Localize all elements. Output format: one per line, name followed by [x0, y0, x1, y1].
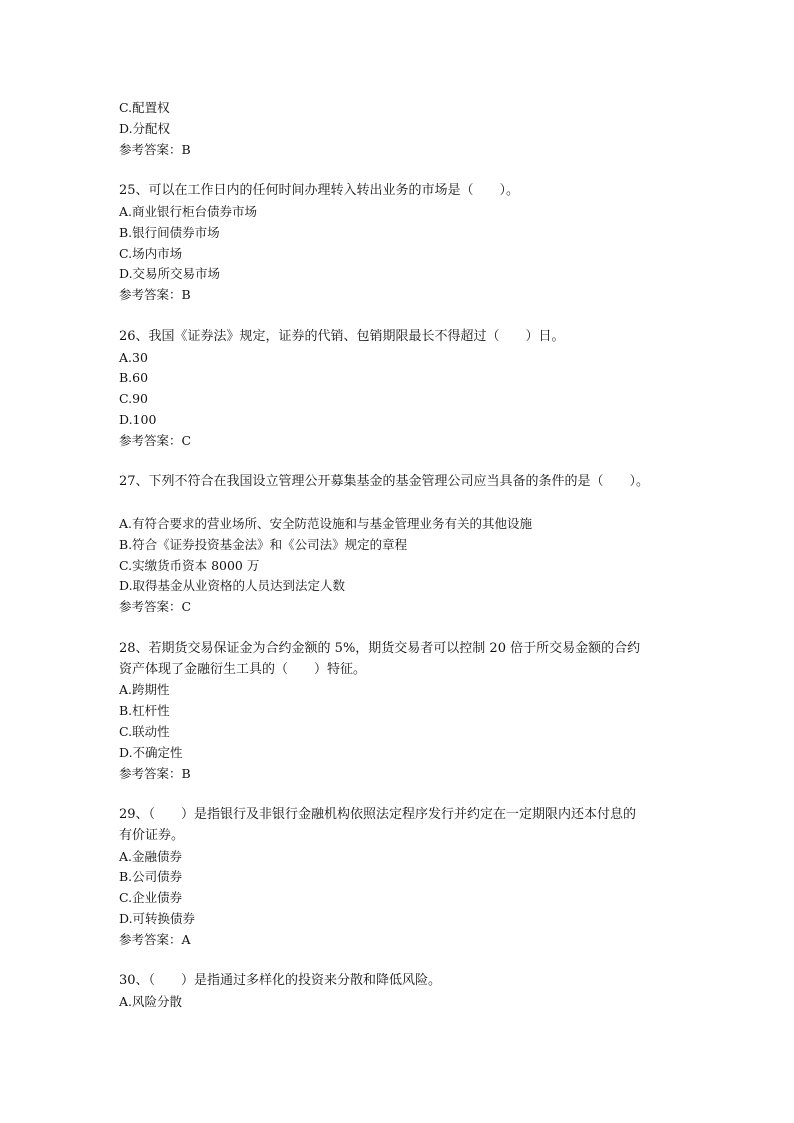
option-a: A.30 — [119, 349, 148, 365]
option-c: C.场内市场 — [119, 245, 183, 261]
question-text-line-2: 资产体现了金融衍生工具的（ ）特征。 — [119, 661, 367, 677]
question-28 — [119, 639, 699, 785]
option-b: B.公司债券 — [119, 869, 183, 885]
option-a: A.有符合要求的营业场所、安全防范设施和与基金管理业务有关的其他设施 — [119, 515, 533, 531]
option-b: B.符合《证券投资基金法》和《公司法》规定的章程 — [119, 536, 408, 552]
option-b: B.杠杆性 — [119, 703, 170, 719]
question-29 — [119, 805, 699, 951]
question-text: 27、下列不符合在我国设立管理公开募集基金的基金管理公司应当具备的条件的是（ ）。 — [119, 474, 650, 490]
question-text-line-2: 有价证券。 — [119, 827, 185, 843]
option-d: D.交易所交易市场 — [119, 266, 221, 282]
option-c: C.实缴货币资本 8000 万 — [119, 557, 260, 573]
option-d: D.分配权 — [119, 120, 171, 136]
answer-line: 参考答案：B — [119, 287, 191, 303]
option-b: B.60 — [119, 370, 149, 386]
option-c: C.配置权 — [119, 100, 170, 115]
option-d: D.取得基金从业资格的人员达到法定人数 — [119, 578, 346, 594]
answer-line: 参考答案：B — [119, 765, 191, 781]
document-page — [119, 98, 699, 1013]
option-b: B.银行间债券市场 — [119, 224, 220, 240]
option-d: D.100 — [119, 411, 157, 427]
question-text: 30、（ ）是指通过多样化的投资来分散和降低风险。 — [119, 973, 442, 989]
option-a: A.商业银行柜台债券市场 — [119, 203, 258, 219]
option-d: D.可转换债券 — [119, 911, 196, 927]
question-text: 26、我国《证券法》规定，证券的代销、包销期限最长不得超过（ ）日。 — [119, 328, 565, 344]
question-27 — [119, 472, 699, 618]
option-a: A.风险分散 — [119, 994, 183, 1010]
question-text-line-1: 28、若期货交易保证金为合约金额的 5%，期货交易者可以控制 20 倍于所交易金额的合约 — [119, 640, 641, 656]
option-a: A.跨期性 — [119, 682, 170, 698]
answer-line: 参考答案：C — [119, 432, 192, 448]
question-30 — [119, 971, 699, 1013]
question-25 — [119, 181, 699, 306]
question-text: 25、可以在工作日内的任何时间办理转入转出业务的市场是（ ）。 — [119, 183, 520, 199]
option-c: C.90 — [119, 391, 148, 407]
question-text-line-1: 29、（ ）是指银行及非银行金融机构依照法定程序发行并约定在一定期限内还本付息的 — [119, 807, 637, 823]
option-a: A.金融债券 — [119, 848, 183, 864]
question-26 — [119, 327, 699, 452]
option-d: D.不确定性 — [119, 744, 183, 760]
option-c: C.联动性 — [119, 723, 170, 739]
question-24-tail — [119, 98, 699, 160]
option-c: C.企业债券 — [119, 890, 183, 906]
answer-line: 参考答案：B — [119, 141, 191, 157]
answer-line: 参考答案：C — [119, 599, 192, 615]
answer-line: 参考答案：A — [119, 931, 191, 947]
